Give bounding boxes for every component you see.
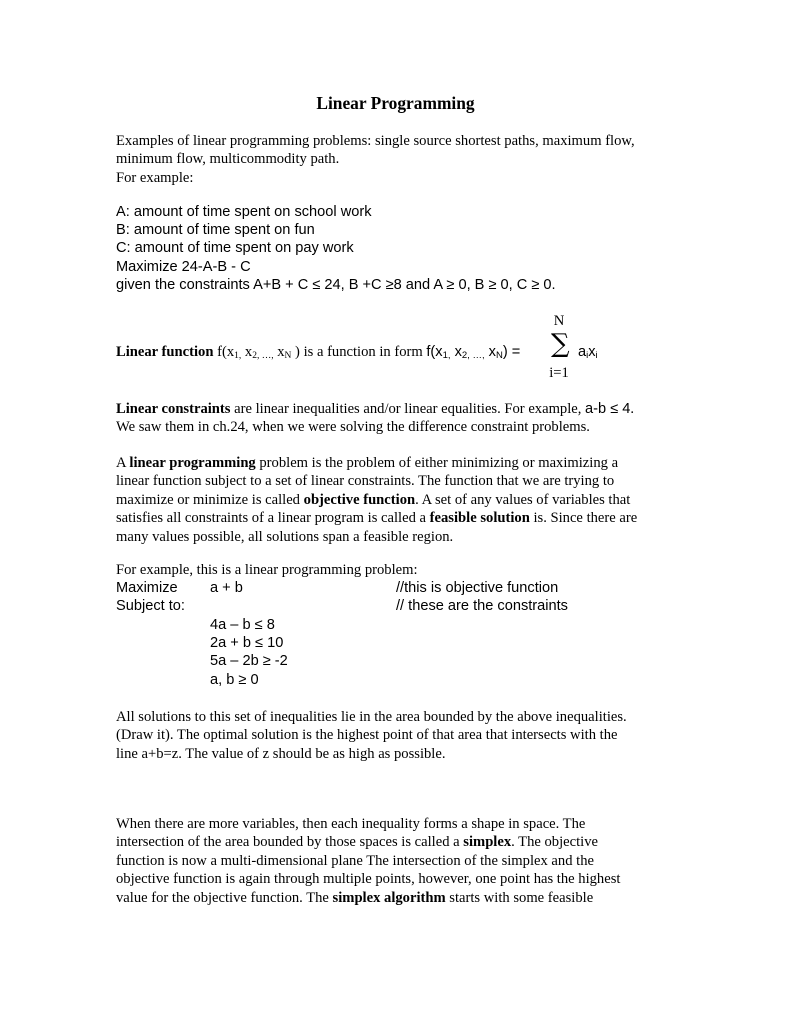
lf-sub: 1, — [442, 350, 451, 361]
intro-line: minimum flow, multicommodity path. — [116, 151, 340, 168]
constraints-line-1 — [116, 400, 676, 418]
simplex-line: When there are more variables, then each inequality forms a shape in space. The — [116, 816, 586, 832]
lf-text: f(x — [213, 344, 235, 360]
para-text: problem is the problem of either minimizing or maximizing a — [255, 455, 619, 471]
variable-b-line: B: amount of time spent on fun — [116, 222, 315, 239]
para-text: maximize or minimize is called — [116, 491, 304, 508]
constraints-line: given the constraints A+B + C ≤ 24, B +C ≥8 and A ≥ 0, B ≥ 0, C ≥ 0. — [116, 276, 556, 293]
lp-example-intro: For example, this is a linear programming problem: — [116, 562, 418, 578]
lf-sub: 2, …, — [252, 351, 274, 361]
lf-text: x — [273, 344, 285, 360]
objective-function-term: objective function — [303, 491, 416, 508]
maximize-label: Maximize — [116, 580, 178, 596]
intro-line: For example: — [116, 169, 194, 186]
intro-line: Examples of linear programming problems: single source shortest paths, maximum flow, — [116, 133, 635, 149]
constraints-paragraph — [116, 400, 676, 437]
para-text: starts with some feasible — [445, 889, 594, 906]
constraint-item: 4a – b ≤ 8 — [210, 617, 275, 633]
lp-line: many values possible, all solutions span a feasible region. — [116, 528, 454, 545]
summation-symbol: ∑ — [551, 329, 570, 359]
simplex-term: simplex — [463, 834, 512, 851]
para-text: . A set of any values of variables that — [415, 491, 631, 508]
constraint-item: a, b ≥ 0 — [210, 671, 259, 688]
simplex-paragraph — [116, 815, 676, 907]
lp-term: linear programming — [129, 455, 256, 471]
constraints-term: Linear constraints — [116, 401, 231, 417]
simplex-line: function is now a multi-dimensional plane The intersection of the simplex and the — [116, 852, 594, 869]
lf-formula — [426, 344, 520, 360]
lf-text: x — [588, 344, 596, 360]
lf-text: a — [578, 344, 587, 360]
lp-line — [116, 509, 676, 527]
simplex-algorithm-term: simplex algorithm — [332, 889, 446, 906]
lf-sub: i — [595, 350, 598, 361]
variable-a-line: A: amount of time spent on school work — [116, 204, 372, 220]
lp-line: linear function subject to a set of linear constraints. The function that we are trying to — [116, 473, 615, 490]
constraint-item: 5a – 2b ≥ -2 — [210, 653, 288, 670]
example-variables — [116, 203, 676, 294]
lp-paragraph — [116, 454, 676, 546]
objective-comment: //this is objective function — [396, 580, 559, 596]
sum-term — [578, 343, 598, 361]
para-text: . — [630, 401, 635, 417]
objective-expression: a + b — [210, 580, 243, 596]
solutions-line: All solutions to this set of inequalities lie in the area bounded by the above inequalities. — [116, 709, 627, 725]
para-text: is. Since there are — [529, 510, 638, 527]
lf-sub: N — [284, 351, 292, 361]
lf-text: f(x — [426, 344, 443, 360]
solutions-line: line a+b=z. The value of z should be as high as possible. — [116, 745, 446, 762]
linear-function-term: Linear function — [116, 344, 214, 360]
constraints-comment: // these are the constraints — [396, 598, 568, 614]
lf-sub: 1, — [234, 351, 242, 361]
lf-text: x — [484, 344, 496, 360]
maximize-line: Maximize 24-A-B - C — [116, 258, 251, 275]
sum-upper-limit: N — [553, 313, 565, 329]
page-title: Linear Programming — [316, 93, 475, 113]
sum-lower-limit: i=1 — [549, 365, 569, 381]
subject-to-label: Subject to: — [116, 598, 185, 614]
feasible-solution-term: feasible solution — [429, 510, 530, 527]
variable-c-line: C: amount of time spent on pay work — [116, 240, 354, 257]
simplex-line — [116, 889, 676, 907]
constraint-list — [210, 616, 288, 689]
intro-paragraph — [116, 132, 676, 187]
para-text: are linear inequalities and/or linear equalities. For example, — [230, 401, 586, 417]
para-text: value for the objective function. The — [116, 889, 333, 906]
constraint-example: a-b ≤ 4 — [585, 401, 631, 417]
para-text: intersection of the area bounded by those spaces is called a — [116, 834, 464, 851]
solutions-line: (Draw it). The optimal solution is the highest point of that area that intersects with the — [116, 727, 618, 744]
lf-sub: i — [586, 350, 589, 361]
lf-text: ) = — [502, 344, 521, 360]
lf-sub: 2, …, — [461, 350, 485, 361]
lf-text: x — [241, 344, 253, 360]
constraint-item: 2a + b ≤ 10 — [210, 635, 284, 652]
lf-text: ) is a function in form — [291, 344, 427, 360]
lp-line — [116, 454, 676, 472]
para-text: . The objective — [511, 834, 598, 851]
para-text: A — [116, 455, 130, 471]
solutions-paragraph — [116, 708, 676, 763]
constraints-line-2: We saw them in ch.24, when we were solving the difference constraint problems. — [116, 419, 590, 436]
simplex-line — [116, 833, 676, 851]
lf-text: x — [450, 344, 462, 360]
lp-line — [116, 491, 676, 509]
para-text: satisfies all constraints of a linear program is called a — [116, 510, 430, 527]
simplex-line: objective function is again through multiple points, however, one point has the highest — [116, 871, 621, 888]
lf-sub: N — [495, 350, 503, 361]
